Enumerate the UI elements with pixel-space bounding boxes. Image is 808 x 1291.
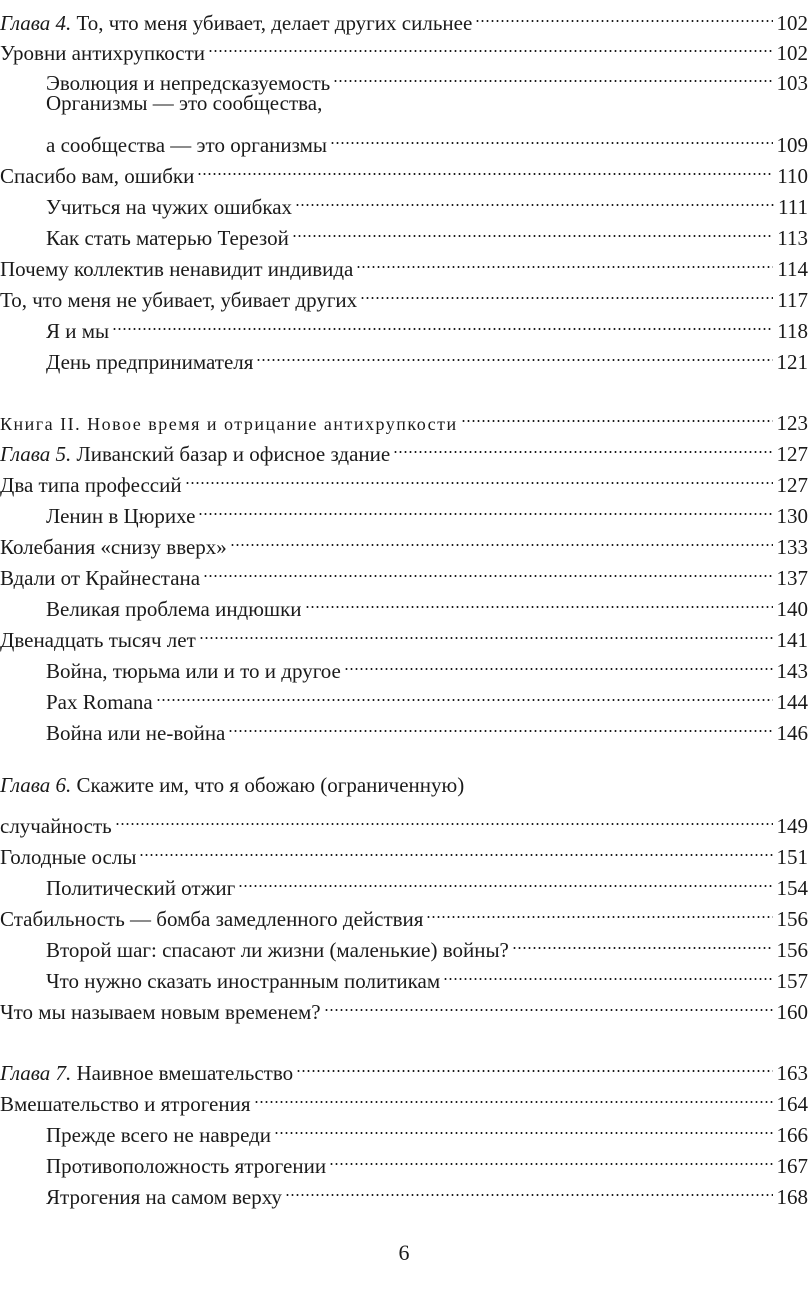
entry-title: Голодные ослы — [0, 845, 137, 869]
entry-title: Война, тюрьма или и то и другое — [46, 659, 341, 683]
entry-title: Скажите им, что я обожаю (ограниченную) — [71, 773, 465, 797]
chapter-label: Глава 6. — [0, 773, 72, 797]
dot-leader — [156, 675, 773, 709]
page-number: 114 — [777, 257, 808, 281]
page-number: 160 — [776, 1000, 808, 1024]
toc-subentry — [0, 489, 808, 528]
entry-title: Великая проблема индюшки — [46, 597, 302, 621]
entry-title: Двенадцать тысяч лет — [0, 628, 196, 652]
dot-leader — [198, 489, 772, 523]
toc-entry — [0, 1046, 808, 1085]
entry-title: Pax Romana — [46, 690, 153, 714]
toc-entry — [0, 26, 808, 65]
page-number: 130 — [776, 504, 808, 528]
toc-subentry — [0, 923, 808, 962]
entry-title: Противоположность ятрогении — [46, 1154, 327, 1178]
toc-entry — [0, 149, 808, 188]
dot-leader — [208, 26, 773, 60]
entry-title: Ятрогения на самом верху — [46, 1185, 282, 1209]
dot-leader — [324, 985, 773, 1019]
page-number: 127 — [776, 473, 808, 497]
entry-title: Организмы — это сообщества, — [46, 91, 323, 115]
toc-book-entry — [0, 396, 808, 435]
page-number: 121 — [776, 350, 808, 374]
entry-title: а сообщества — это организмы — [46, 133, 328, 157]
entry-title: Уровни антихрупкости — [0, 41, 205, 65]
toc-subentry — [0, 211, 808, 250]
toc-subentry — [0, 86, 808, 120]
toc-subentry — [0, 56, 808, 95]
chapter-label: Глава 7. — [0, 1061, 72, 1085]
entry-title: случайность — [0, 814, 112, 838]
dot-leader — [393, 427, 772, 461]
chapter-label: Глава 4. — [0, 11, 72, 35]
toc-subentry — [0, 335, 808, 374]
dot-leader — [112, 304, 773, 338]
toc-subentry — [0, 582, 808, 621]
entry-title: Эволюция и непредсказуемость — [46, 71, 331, 95]
entry-title: Я и мы — [46, 319, 110, 343]
entry-title: Политический отжиг — [46, 876, 236, 900]
dot-leader — [356, 242, 773, 276]
page-number: 110 — [777, 164, 808, 188]
page-number: 149 — [776, 814, 808, 838]
toc-entry — [0, 799, 808, 838]
dot-leader — [333, 56, 772, 90]
page-number: 109 — [776, 133, 808, 157]
entry-title: Почему коллектив ненавидит индивида — [0, 257, 354, 281]
page-number: 117 — [777, 288, 808, 312]
toc-subentry — [0, 1170, 808, 1209]
page-number: 166 — [776, 1123, 808, 1147]
toc-entry — [0, 985, 808, 1024]
toc-entry — [0, 830, 808, 869]
entry-title: Колебания «снизу вверх» — [0, 535, 227, 559]
entry-title: Учиться на чужих ошибках — [46, 195, 293, 219]
dot-leader — [285, 1170, 773, 1204]
dot-leader — [512, 923, 773, 957]
page-number: 140 — [776, 597, 808, 621]
page-number: 146 — [776, 721, 808, 745]
toc-entry — [0, 613, 808, 652]
toc-entry — [0, 242, 808, 281]
toc-subentry — [0, 118, 808, 157]
page-number: 103 — [776, 71, 808, 95]
entry-title: День предпринимателя — [46, 350, 254, 374]
page-number: 156 — [776, 907, 808, 931]
toc-entry — [0, 273, 808, 312]
entry-title: То, что меня убивает, делает других сильнее — [71, 11, 473, 35]
page-number: 156 — [776, 938, 808, 962]
dot-leader — [254, 1077, 773, 1111]
dot-leader — [230, 520, 773, 554]
toc-entry — [0, 892, 808, 931]
dot-leader — [295, 180, 774, 214]
entry-title: Прежде всего не навреди — [46, 1123, 272, 1147]
toc-subentry — [0, 861, 808, 900]
page-number: 137 — [776, 566, 808, 590]
dot-leader — [296, 1046, 772, 1080]
toc-subentry — [0, 180, 808, 219]
entry-title: Как стать матерью Терезой — [46, 226, 289, 250]
dot-leader — [199, 613, 773, 647]
page-number: 164 — [776, 1092, 808, 1116]
toc-subentry — [0, 304, 808, 343]
dot-leader — [305, 582, 773, 616]
page-number: 157 — [776, 969, 808, 993]
dot-leader — [443, 954, 772, 988]
chapter-label: Глава 5. — [0, 442, 72, 466]
page-folio: 6 — [398, 1240, 410, 1265]
page-number: 168 — [776, 1185, 808, 1209]
entry-title: Ленин в Цюрихе — [46, 504, 196, 528]
toc-entry — [0, 427, 808, 466]
page-number: 163 — [776, 1061, 808, 1085]
page-number: 127 — [776, 442, 808, 466]
entry-title: Вдали от Крайнестана — [0, 566, 201, 590]
page-number: 113 — [777, 226, 808, 250]
page-number: 111 — [778, 195, 808, 219]
page-number: 151 — [776, 845, 808, 869]
book-title: Книга II. Новое время и отрицание антихрупкости — [0, 414, 458, 434]
toc-entry — [0, 520, 808, 559]
page-number: 118 — [777, 319, 808, 343]
dot-leader — [330, 118, 772, 152]
toc-entry — [0, 768, 808, 802]
toc-subentry — [0, 644, 808, 683]
entry-title: Война или не-война — [46, 721, 226, 745]
dot-leader — [238, 861, 772, 895]
toc-subentry — [0, 1108, 808, 1147]
page-number: 144 — [776, 690, 808, 714]
page-number: 102 — [776, 41, 808, 65]
toc-subentry — [0, 675, 808, 714]
toc-subentry — [0, 706, 808, 745]
dot-leader — [185, 458, 773, 492]
dot-leader — [461, 396, 773, 430]
dot-leader — [344, 644, 773, 678]
dot-leader — [115, 799, 773, 833]
dot-leader — [228, 706, 772, 740]
dot-leader — [139, 830, 772, 864]
entry-title: Наивное вмешательство — [71, 1061, 294, 1085]
dot-leader — [292, 211, 773, 245]
page-number: 143 — [776, 659, 808, 683]
entry-title: Вмешательство и ятрогения — [0, 1092, 251, 1116]
dot-leader — [256, 335, 772, 369]
toc-entry — [0, 1077, 808, 1116]
entry-title: Что нужно сказать иностранным политикам — [46, 969, 441, 993]
dot-leader — [329, 1139, 772, 1173]
page-number: 133 — [776, 535, 808, 559]
toc-subentry — [0, 954, 808, 993]
page-number: 167 — [776, 1154, 808, 1178]
toc-entry — [0, 551, 808, 590]
page-number: 123 — [776, 411, 808, 435]
entry-title: Ливанский базар и офисное здание — [71, 442, 391, 466]
entry-title: Два типа профессий — [0, 473, 182, 497]
dot-leader — [197, 149, 773, 183]
dot-leader — [426, 892, 772, 926]
entry-title: Спасибо вам, ошибки — [0, 164, 195, 188]
dot-leader — [274, 1108, 772, 1142]
dot-leader — [203, 551, 772, 585]
page-number: 154 — [776, 876, 808, 900]
toc-subentry — [0, 1139, 808, 1178]
entry-title: То, что меня не убивает, убивает других — [0, 288, 358, 312]
entry-title: Что мы называем новым временем? — [0, 1000, 321, 1024]
entry-title: Стабильность — бомба замедленного действия — [0, 907, 424, 931]
page-number: 141 — [776, 628, 808, 652]
page-number: 102 — [776, 11, 808, 35]
toc-entry — [0, 458, 808, 497]
dot-leader — [360, 273, 773, 307]
entry-title: Второй шаг: спасают ли жизни (маленькие) войны? — [46, 938, 509, 962]
